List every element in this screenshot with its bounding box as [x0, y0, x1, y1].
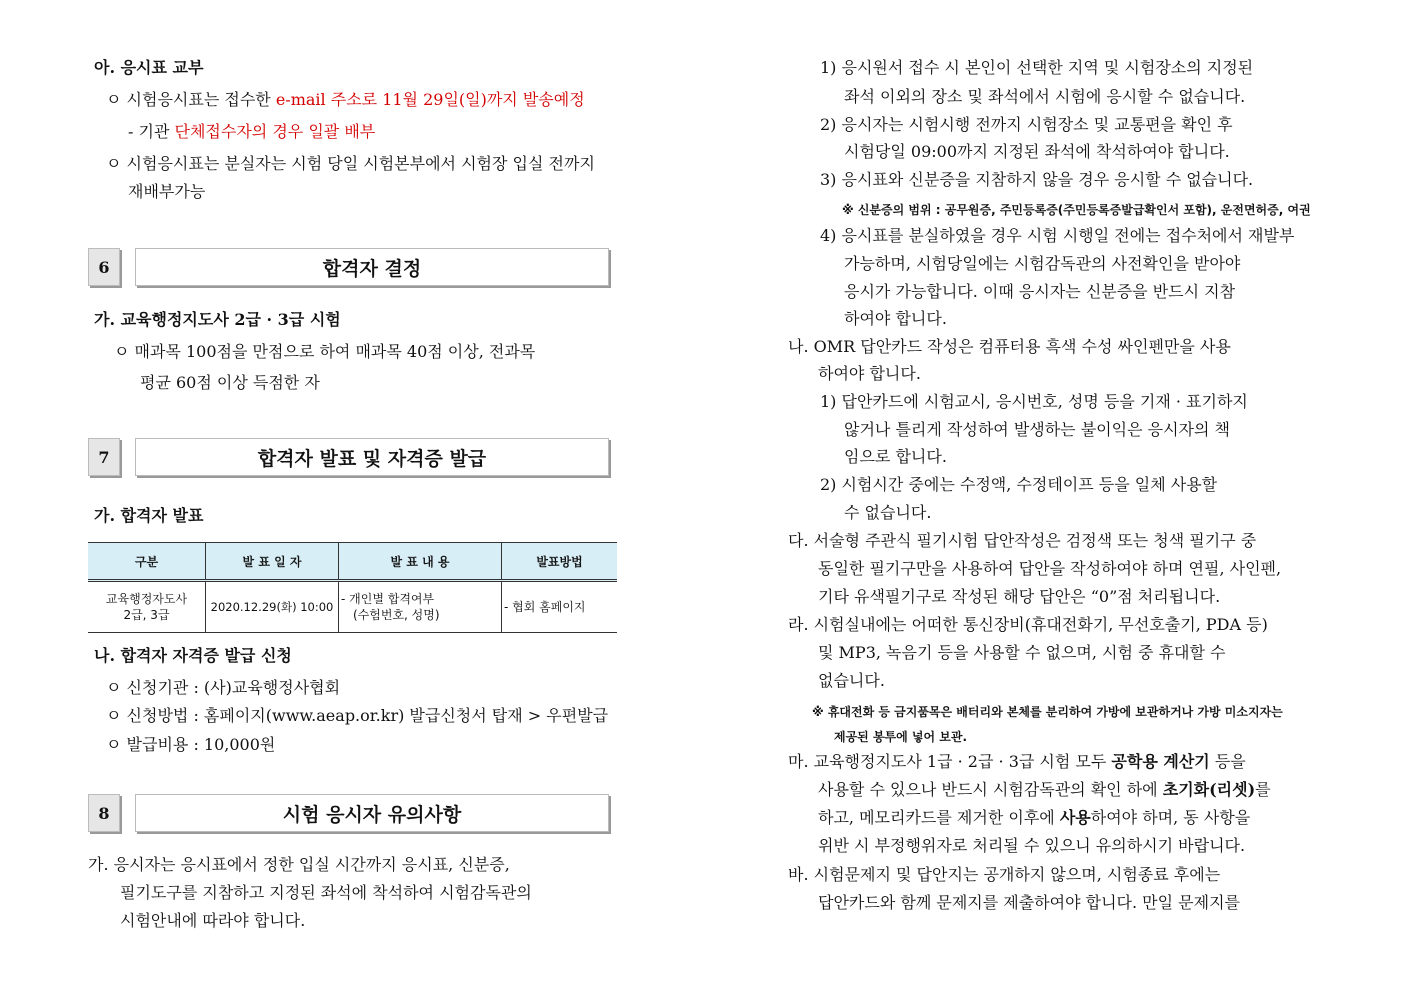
- section-6-header: [88, 248, 612, 286]
- right-column: [786, 0, 1322, 992]
- id-note: ※ 신분증의 범위 : 공무원증, 주민등록증(주민등록증발급확인서 포함), 운전면허증, 여권: [842, 203, 1311, 217]
- para-line: 동일한 필기구만을 사용하여 답안을 작성하여야 하며 연필, 사인펜,: [818, 559, 1282, 578]
- table-cell: - 협회 홈페이지: [502, 581, 618, 633]
- section-7b-line-3: ㅇ 발급비용 : 10,000원: [106, 735, 276, 754]
- section-6-heading: 가. 교육행정지도사 2급 · 3급 시험: [94, 310, 341, 329]
- section-8-line-2: 필기도구를 지참하고 지정된 좌석에 착석하여 시험감독관의: [120, 883, 532, 902]
- para-line: 사용할 수 있으나 반드시 시험감독관의 확인 하에 초기화(리셋)를: [818, 780, 1271, 799]
- group-notice: 단체접수자의 경우 일괄 배부: [174, 122, 376, 141]
- table-cell: - 개인별 합격여부 (수험번호, 성명): [339, 581, 502, 633]
- para-line: 1) 응시원서 접수 시 본인이 선택한 지역 및 시험장소의 지정된: [820, 58, 1254, 77]
- email-notice: e-mail 주소로 11월 29일(일)까지 발송예정: [275, 90, 585, 109]
- section-title: 합격자 결정: [135, 248, 609, 286]
- section-title: 시험 응시자 유의사항: [135, 794, 609, 832]
- para-line: 3) 응시표와 신분증을 지참하지 않을 경우 응시할 수 없습니다.: [820, 170, 1254, 189]
- left-column: [88, 0, 618, 992]
- section-6-line-1: ㅇ 매과목 100점을 만점으로 하여 매과목 40점 이상, 전과목: [114, 342, 536, 361]
- para-line: 임으로 합니다.: [844, 447, 947, 466]
- para-line: 2) 시험시간 중에는 수정액, 수정테이프 등을 일체 사용할: [820, 475, 1218, 494]
- section-a-bullet-2: ㅇ 시험응시표는 분실자는 시험 당일 시험본부에서 시험장 입실 전까지: [106, 154, 595, 173]
- para-line: 마. 교육행정지도사 1급 · 2급 · 3급 시험 모두 공학용 계산기 등을: [788, 752, 1246, 771]
- para-line: 수 없습니다.: [844, 503, 932, 522]
- section-a-bullet-1: ㅇ 시험응시표는 접수한 e-mail 주소로 11월 29일(일)까지 발송예정: [106, 90, 585, 109]
- section-7b-heading: 나. 합격자 자격증 발급 신청: [94, 646, 292, 665]
- para-line: 기타 유색필기구로 작성된 해당 답안은 “0”점 처리됩니다.: [818, 587, 1221, 606]
- section-6-line-2: 평균 60점 이상 득점한 자: [140, 373, 320, 392]
- para-line: 답안카드와 함께 문제지를 제출하여야 합니다. 만일 문제지를: [818, 893, 1241, 912]
- para-line: 바. 시험문제지 및 답안지는 공개하지 않으며, 시험종료 후에는: [788, 865, 1221, 884]
- table-header-cell: 발 표 일 자: [206, 543, 339, 581]
- para-line: 하고, 메모리카드를 제거한 이후에 사용하여야 하며, 동 사항을: [818, 808, 1251, 827]
- table-cell: 2020.12.29(화) 10:00: [206, 581, 339, 633]
- section-8-header: [88, 794, 612, 832]
- section-7-header: [88, 438, 612, 476]
- section-number: 6: [88, 248, 120, 286]
- table-header-cell: 발 표 내 용: [339, 543, 502, 581]
- para-line: 좌석 이외의 장소 및 좌석에서 시험에 응시할 수 없습니다.: [844, 87, 1246, 106]
- para-line: 다. 서술형 주관식 필기시험 답안작성은 검정색 또는 청색 필기구 중: [788, 531, 1257, 550]
- section-7-heading: 가. 합격자 발표: [94, 506, 204, 525]
- phone-note: ※ 휴대전화 등 금지품목은 배터리와 본체를 분리하여 가방에 보관하거나 가방 미소지자는: [812, 705, 1283, 719]
- section-7b-line-1: ㅇ 신청기관 : (사)교육행정사협회: [106, 678, 341, 697]
- section-a-sub: - 기관 단체접수자의 경우 일괄 배부: [128, 122, 376, 141]
- para-line: 위반 시 부정행위자로 처리될 수 있으니 유의하시기 바랍니다.: [818, 836, 1246, 855]
- para-line: 4) 응시표를 분실하였을 경우 시험 시행일 전에는 접수처에서 재발부: [820, 226, 1295, 245]
- para-line: 라. 시험실내에는 어떠한 통신장비(휴대전화기, 무선호출기, PDA 등): [788, 615, 1268, 634]
- para-line: 하여야 합니다.: [844, 309, 947, 328]
- phone-note-cont: 제공된 봉투에 넣어 보관.: [834, 730, 968, 744]
- section-number: 7: [88, 438, 120, 476]
- table-header-row: [88, 543, 617, 581]
- para-line: 및 MP3, 녹음기 등을 사용할 수 없으며, 시험 중 휴대할 수: [818, 643, 1226, 662]
- para-line: 시험당일 09:00까지 지정된 좌석에 착석하여야 합니다.: [844, 142, 1230, 161]
- table-cell: 교육행정자도사 2급, 3급: [88, 581, 206, 633]
- para-line: 나. OMR 답안카드 작성은 컴퓨터용 흑색 수성 싸인펜만을 사용: [788, 337, 1231, 356]
- section-number: 8: [88, 794, 120, 832]
- calculator-emphasis: 공학용 계산기: [1111, 752, 1210, 771]
- para-line: 1) 답안카드에 시험교시, 응시번호, 성명 등을 기재 · 표기하지: [820, 392, 1248, 411]
- table-row: [88, 581, 617, 633]
- reset-emphasis: 초기화(리셋): [1162, 780, 1256, 799]
- section-title: 합격자 발표 및 자격증 발급: [135, 438, 609, 476]
- section-8-line-3: 시험안내에 따라야 합니다.: [120, 911, 306, 930]
- use-emphasis: 사용: [1059, 808, 1091, 827]
- para-line: 응시가 가능합니다. 이때 응시자는 신분증을 반드시 지참: [844, 282, 1236, 301]
- section-a-heading: 아. 응시표 교부: [94, 58, 204, 77]
- section-8-line-1: 가. 응시자는 응시표에서 정한 입실 시간까지 응시표, 신분증,: [88, 855, 510, 874]
- section-a-bullet-2-cont: 재배부가능: [128, 182, 206, 201]
- table-header-cell: 구분: [88, 543, 206, 581]
- announcement-table: [88, 542, 617, 633]
- para-line: 없습니다.: [818, 671, 885, 690]
- table-header-cell: 발표방법: [502, 543, 618, 581]
- para-line: 하여야 합니다.: [818, 364, 921, 383]
- para-line: 가능하며, 시험당일에는 시험감독관의 사전확인을 받아야: [844, 254, 1241, 273]
- section-7b-line-2: ㅇ 신청방법 : 홈페이지(www.aeap.or.kr) 발급신청서 탑재 > 우편발급: [106, 706, 609, 725]
- para-line: 2) 응시자는 시험시행 전까지 시험장소 및 교통편을 확인 후: [820, 115, 1233, 134]
- para-line: 않거나 틀리게 작성하여 발생하는 불이익은 응시자의 책: [844, 420, 1231, 439]
